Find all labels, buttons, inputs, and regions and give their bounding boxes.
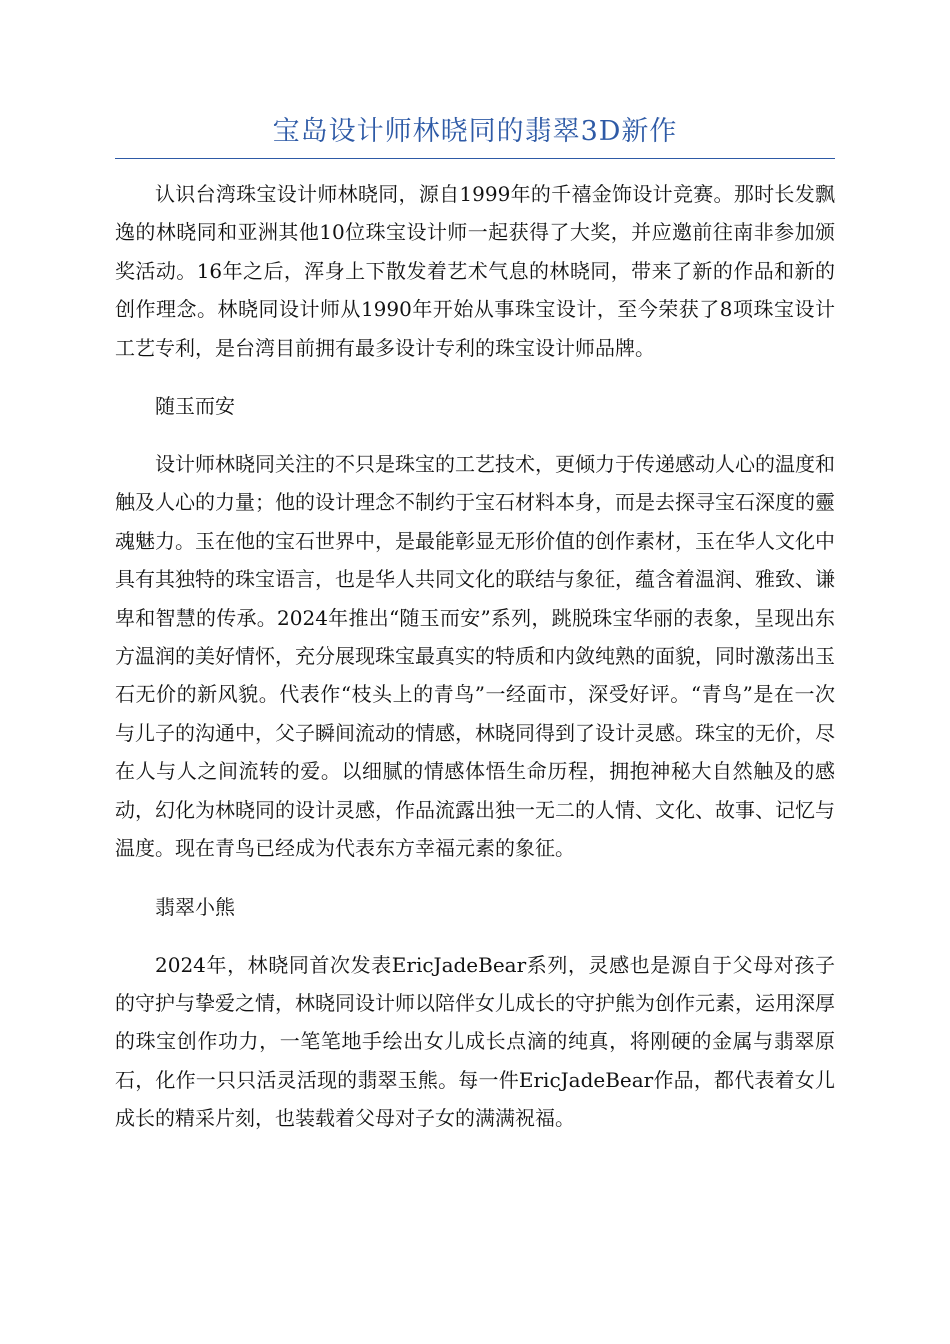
intro-paragraph: 认识台湾珠宝设计师林晓同，源自1999年的千禧金饰设计竞赛。那时长发飘逸的林晓同和亚洲其他10位珠宝设计师一起获得了大奖，并应邀前往南非参加颁奖活动。16年之后，浑身上下散发着艺术气息的林晓同，带来了新的作品和新的创作理念。林晓同设计师从1990年开始从事珠宝设计，至今荣获了8项珠宝设计工艺专利，是台湾目前拥有最多设计专利的珠宝设计师品牌。 [115, 182, 835, 360]
section-heading-suiyu-er-an: 随玉而安 [155, 394, 235, 419]
document-title: 宝岛设计师林晓同的翡翠3D新作 [115, 110, 835, 159]
section-heading-jade-bear: 翡翠小熊 [155, 894, 235, 919]
document-page [115, 110, 835, 1158]
jade-bear-paragraph: 2024年，林晓同首次发表EricJadeBear系列，灵感也是源自于父母对孩子的守护与挚爱之情，林晓同设计师以陪伴女儿成长的守护熊为创作元素，运用深厚的珠宝创作功力，一笔笔地手绘出女儿成长点滴的纯真，将刚硬的金属与翡翠原石，化作一只只活灵活现的翡翠玉熊。每一件EricJadeBear作品，都代表着女儿成长的精采片刻，也装载着父母对子女的满满祝福。 [115, 952, 835, 1131]
suiyu-er-an-paragraph: 设计师林晓同关注的不只是珠宝的工艺技术，更倾力于传递感动人心的温度和触及人心的力量；他的设计理念不制约于宝石材料本身，而是去探寻宝石深度的靈魂魅力。玉在他的宝石世界中，是最能彰显无形价值的创作素材，玉在华人文化中具有其独特的珠宝语言，也是华人共同文化的联结与象征，蕴含着温润、雅致、谦卑和智慧的传承。2024年推出“随玉而安”系列，跳脱珠宝华丽的表象，呈现出东方温润的美好情怀，充分展现珠宝最真实的特质和内敛纯熟的面貌，同时激荡出玉石无价的新风貌。代表作“枝头上的青鸟”一经面市，深受好评。“青鸟”是在一次与儿子的沟通中，父子瞬间流动的情感，林晓同得到了设计灵感。珠宝的无价，尽在人与人之间流转的爱。以细腻的情感体悟生命历程，拥抱神秘大自然触及的感动，幻化为林晓同的设计灵感，作品流露出独一无二的人情、文化、故事、记忆与温度。现在青鸟已经成为代表东方幸福元素的象征。 [115, 452, 835, 861]
document-body [115, 175, 835, 1138]
